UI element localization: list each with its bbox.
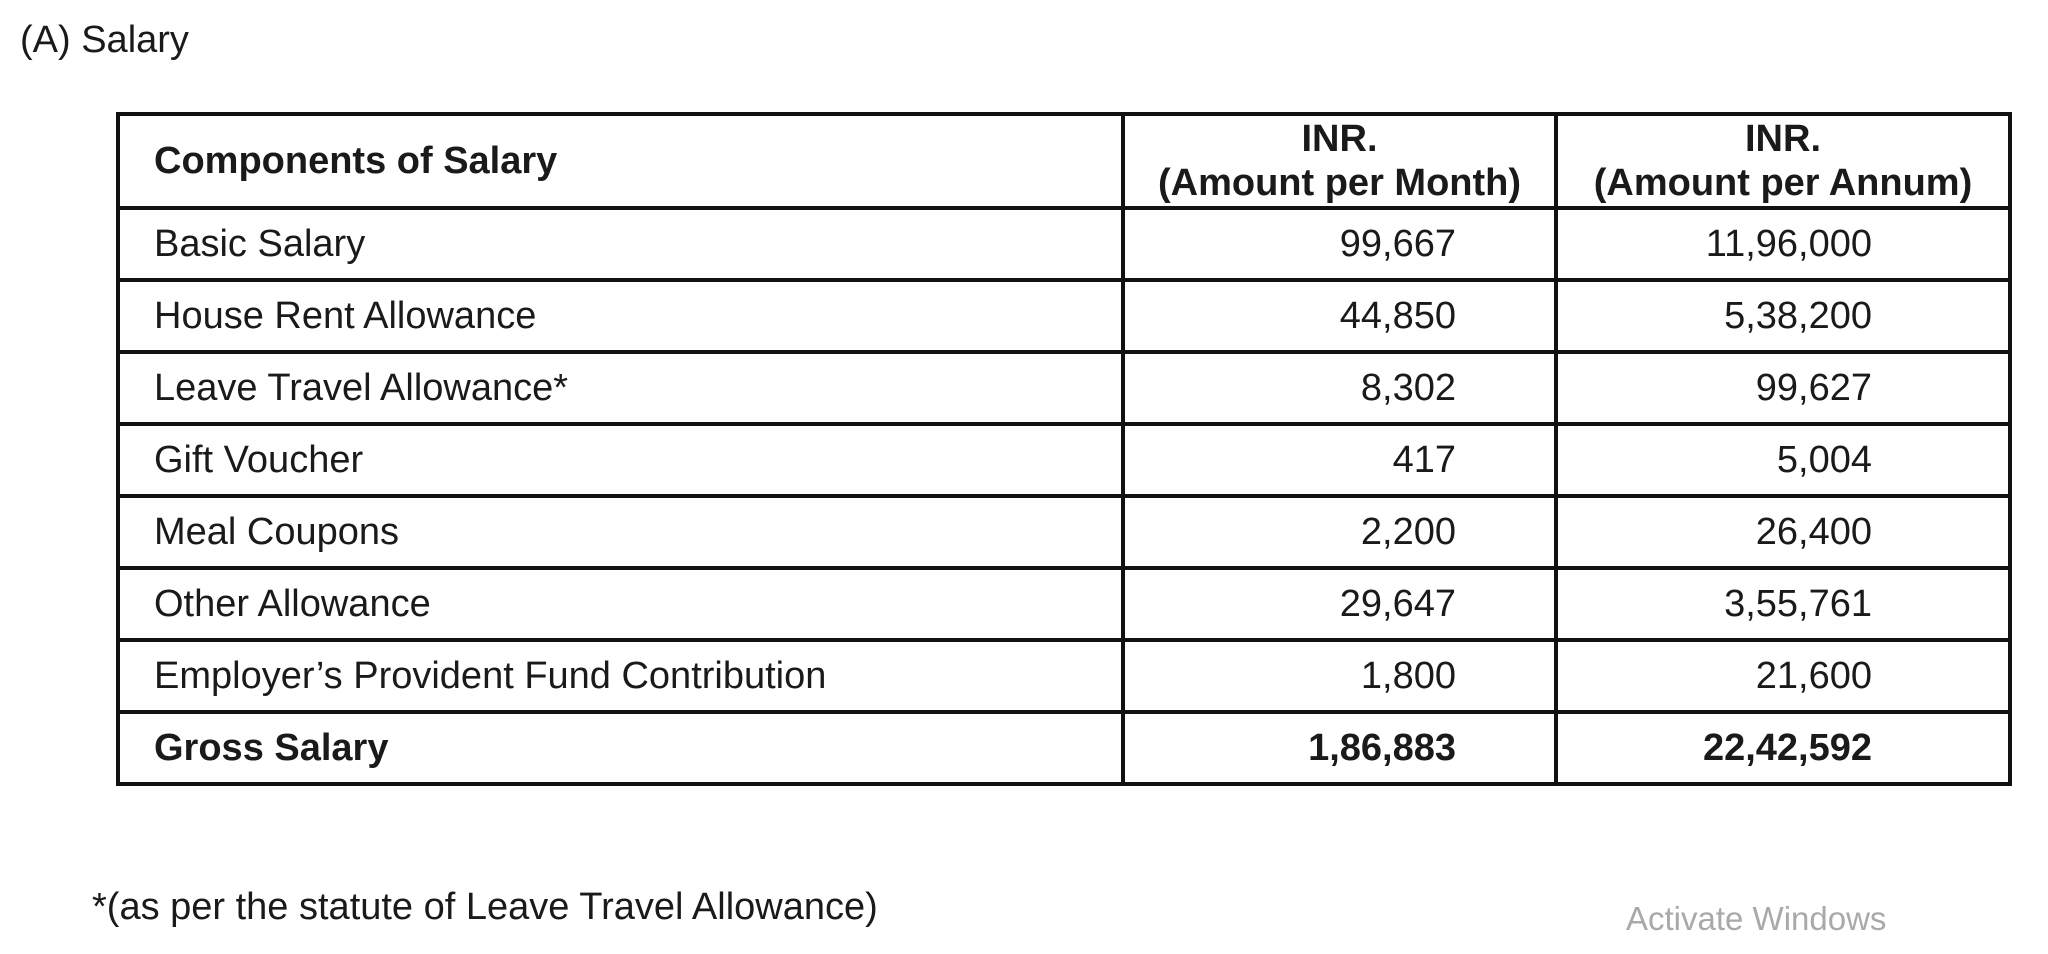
row-amount-annum: 99,627 [1556, 352, 2010, 424]
table-row [118, 640, 2010, 712]
row-amount-month: 8,302 [1123, 352, 1556, 424]
row-amount-annum: 21,600 [1556, 640, 2010, 712]
header-components-of-salary: Components of Salary [118, 114, 1123, 208]
section-heading: (A) Salary [20, 19, 189, 61]
row-component: Basic Salary [118, 208, 1123, 280]
header-month-currency: INR. [1301, 118, 1378, 160]
table-row [118, 568, 2010, 640]
row-amount-annum: 11,96,000 [1556, 208, 2010, 280]
row-component: Leave Travel Allowance* [118, 352, 1123, 424]
row-amount-annum: 5,38,200 [1556, 280, 2010, 352]
total-row [118, 712, 2010, 784]
row-amount-month: 417 [1123, 424, 1556, 496]
row-component: House Rent Allowance [118, 280, 1123, 352]
header-month-label: (Amount per Month) [1157, 162, 1522, 204]
footnote: *(as per the statute of Leave Travel Allowance) [92, 886, 878, 928]
row-amount-month: 44,850 [1123, 280, 1556, 352]
activate-windows-watermark: Activate Windows [1626, 900, 1887, 937]
table-row [118, 496, 2010, 568]
table-row [118, 424, 2010, 496]
header-annum-label: (Amount per Annum) [1593, 162, 1973, 204]
header-amount-per-annum [1556, 114, 2010, 208]
row-component: Employer’s Provident Fund Contribution [118, 640, 1123, 712]
total-amount-annum: 22,42,592 [1556, 712, 2010, 784]
row-amount-month: 99,667 [1123, 208, 1556, 280]
row-component: Other Allowance [118, 568, 1123, 640]
row-amount-annum: 3,55,761 [1556, 568, 2010, 640]
table-row [118, 352, 2010, 424]
salary-table [116, 112, 2012, 786]
total-label: Gross Salary [118, 712, 1123, 784]
table-row [118, 280, 2010, 352]
table-header-row [118, 114, 2010, 208]
row-amount-month: 29,647 [1123, 568, 1556, 640]
total-amount-month: 1,86,883 [1123, 712, 1556, 784]
row-amount-month: 2,200 [1123, 496, 1556, 568]
header-annum-currency: INR. [1745, 118, 1821, 160]
row-component: Meal Coupons [118, 496, 1123, 568]
row-amount-month: 1,800 [1123, 640, 1556, 712]
row-amount-annum: 26,400 [1556, 496, 2010, 568]
row-component: Gift Voucher [118, 424, 1123, 496]
row-amount-annum: 5,004 [1556, 424, 2010, 496]
table-row [118, 208, 2010, 280]
header-amount-per-month [1123, 114, 1556, 208]
